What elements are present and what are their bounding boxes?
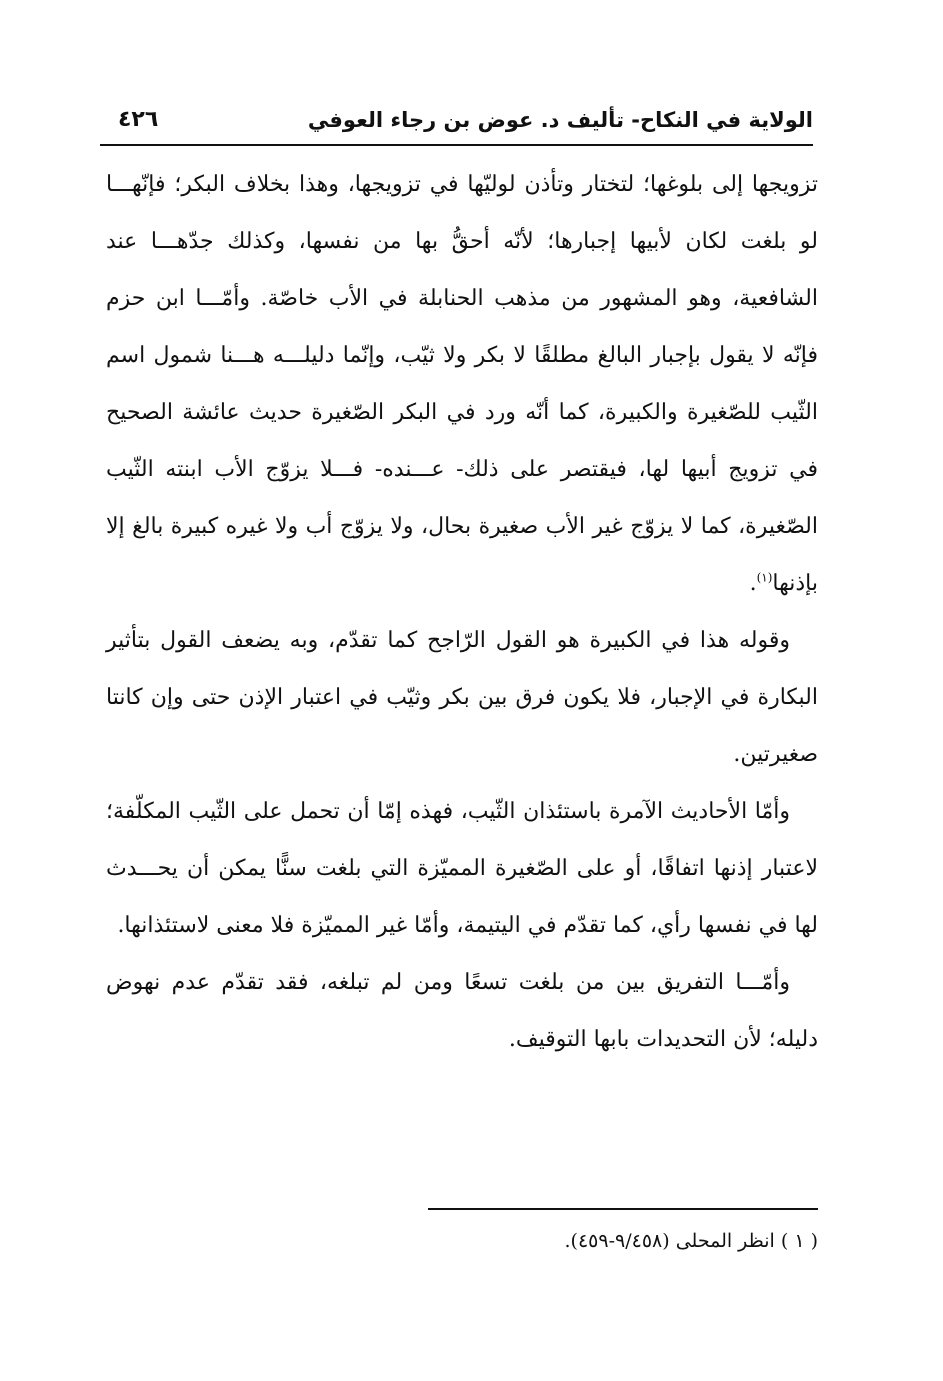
paragraph-1-text: تزويجها إلى بلوغها؛ لتختار وتأذن لوليّها في تزويجها، وهذا بخلاف البكر؛ فإنّهـــا لو بلغت لكان لأبيها إجبارها؛ لأنّه أحقُّ بها من نفسها، وكذلك جدّهـــا عند الشافعية، وهو المشهور من مذهب الحنابلة في الأب خاصّة. وأمّـــا ابن حزم فإنّه لا يقول بإجبار البالغ مطلقًا لا بكر ولا ثيّب، وإنّما دليلـــه هـــنا شمول اسم الثّيب للصّغيرة والكبيرة، كما أنّه ورد في البكر الصّغيرة حديث عائشة الصحيح في تزويج أبيها لها، فيقتصر على ذلك- عـــنده- فـــلا يزوّج الأب ابنته الثّيب الصّغيرة، كما لا يزوّج غير الأب صغيرة بحال، ولا يزوّج أب ولا غيره كبيرة بالغ إلا بإذنها <box>106 172 818 596</box>
main-text <box>106 156 818 1068</box>
paragraph-2: وقوله هذا في الكبيرة هو القول الرّاجح كما تقدّم، وبه يضعف القول بتأثير البكارة في الإجبار، فلا يكون فرق بين بكر وثيّب في اعتبار الإذن حتى وإن كانتا صغيرتين. <box>106 628 818 767</box>
header-divider <box>100 144 813 146</box>
footnote-divider <box>428 1208 818 1210</box>
running-header <box>100 102 813 142</box>
footnote: ( ١ ) انظر المحلى (٩/٤٥٨-٤٥٩). <box>564 1230 818 1252</box>
paragraph-3: وأمّا الأحاديث الآمرة باستئذان الثّيب، فهذه إمّا أن تحمل على الثّيب المكلّفة؛ لاعتبار إذنها اتفاقًا، أو على الصّغيرة المميّزة التي بلغت سنًّا يمكن أن يحـــدث لها في نفسها رأي، كما تقدّم في اليتيمة، وأمّا غير المميّزة فلا معنى لاستئذانها. <box>106 799 818 938</box>
footnote-reference[interactable]: (١) <box>756 570 773 585</box>
paragraph-1-end: . <box>749 571 757 596</box>
book-title: الولاية في النكاح- تأليف د. عوض بن رجاء العوفي <box>307 108 813 132</box>
page-number: ٤٢٦ <box>118 107 159 132</box>
paragraph-1 <box>106 156 818 612</box>
paragraph-4: وأمّـــا التفريق بين من بلغت تسعًا ومن لم تبلغه، فقد تقدّم عدم نهوض دليله؛ لأن التحديدات بابها التوقيف. <box>106 970 818 1052</box>
